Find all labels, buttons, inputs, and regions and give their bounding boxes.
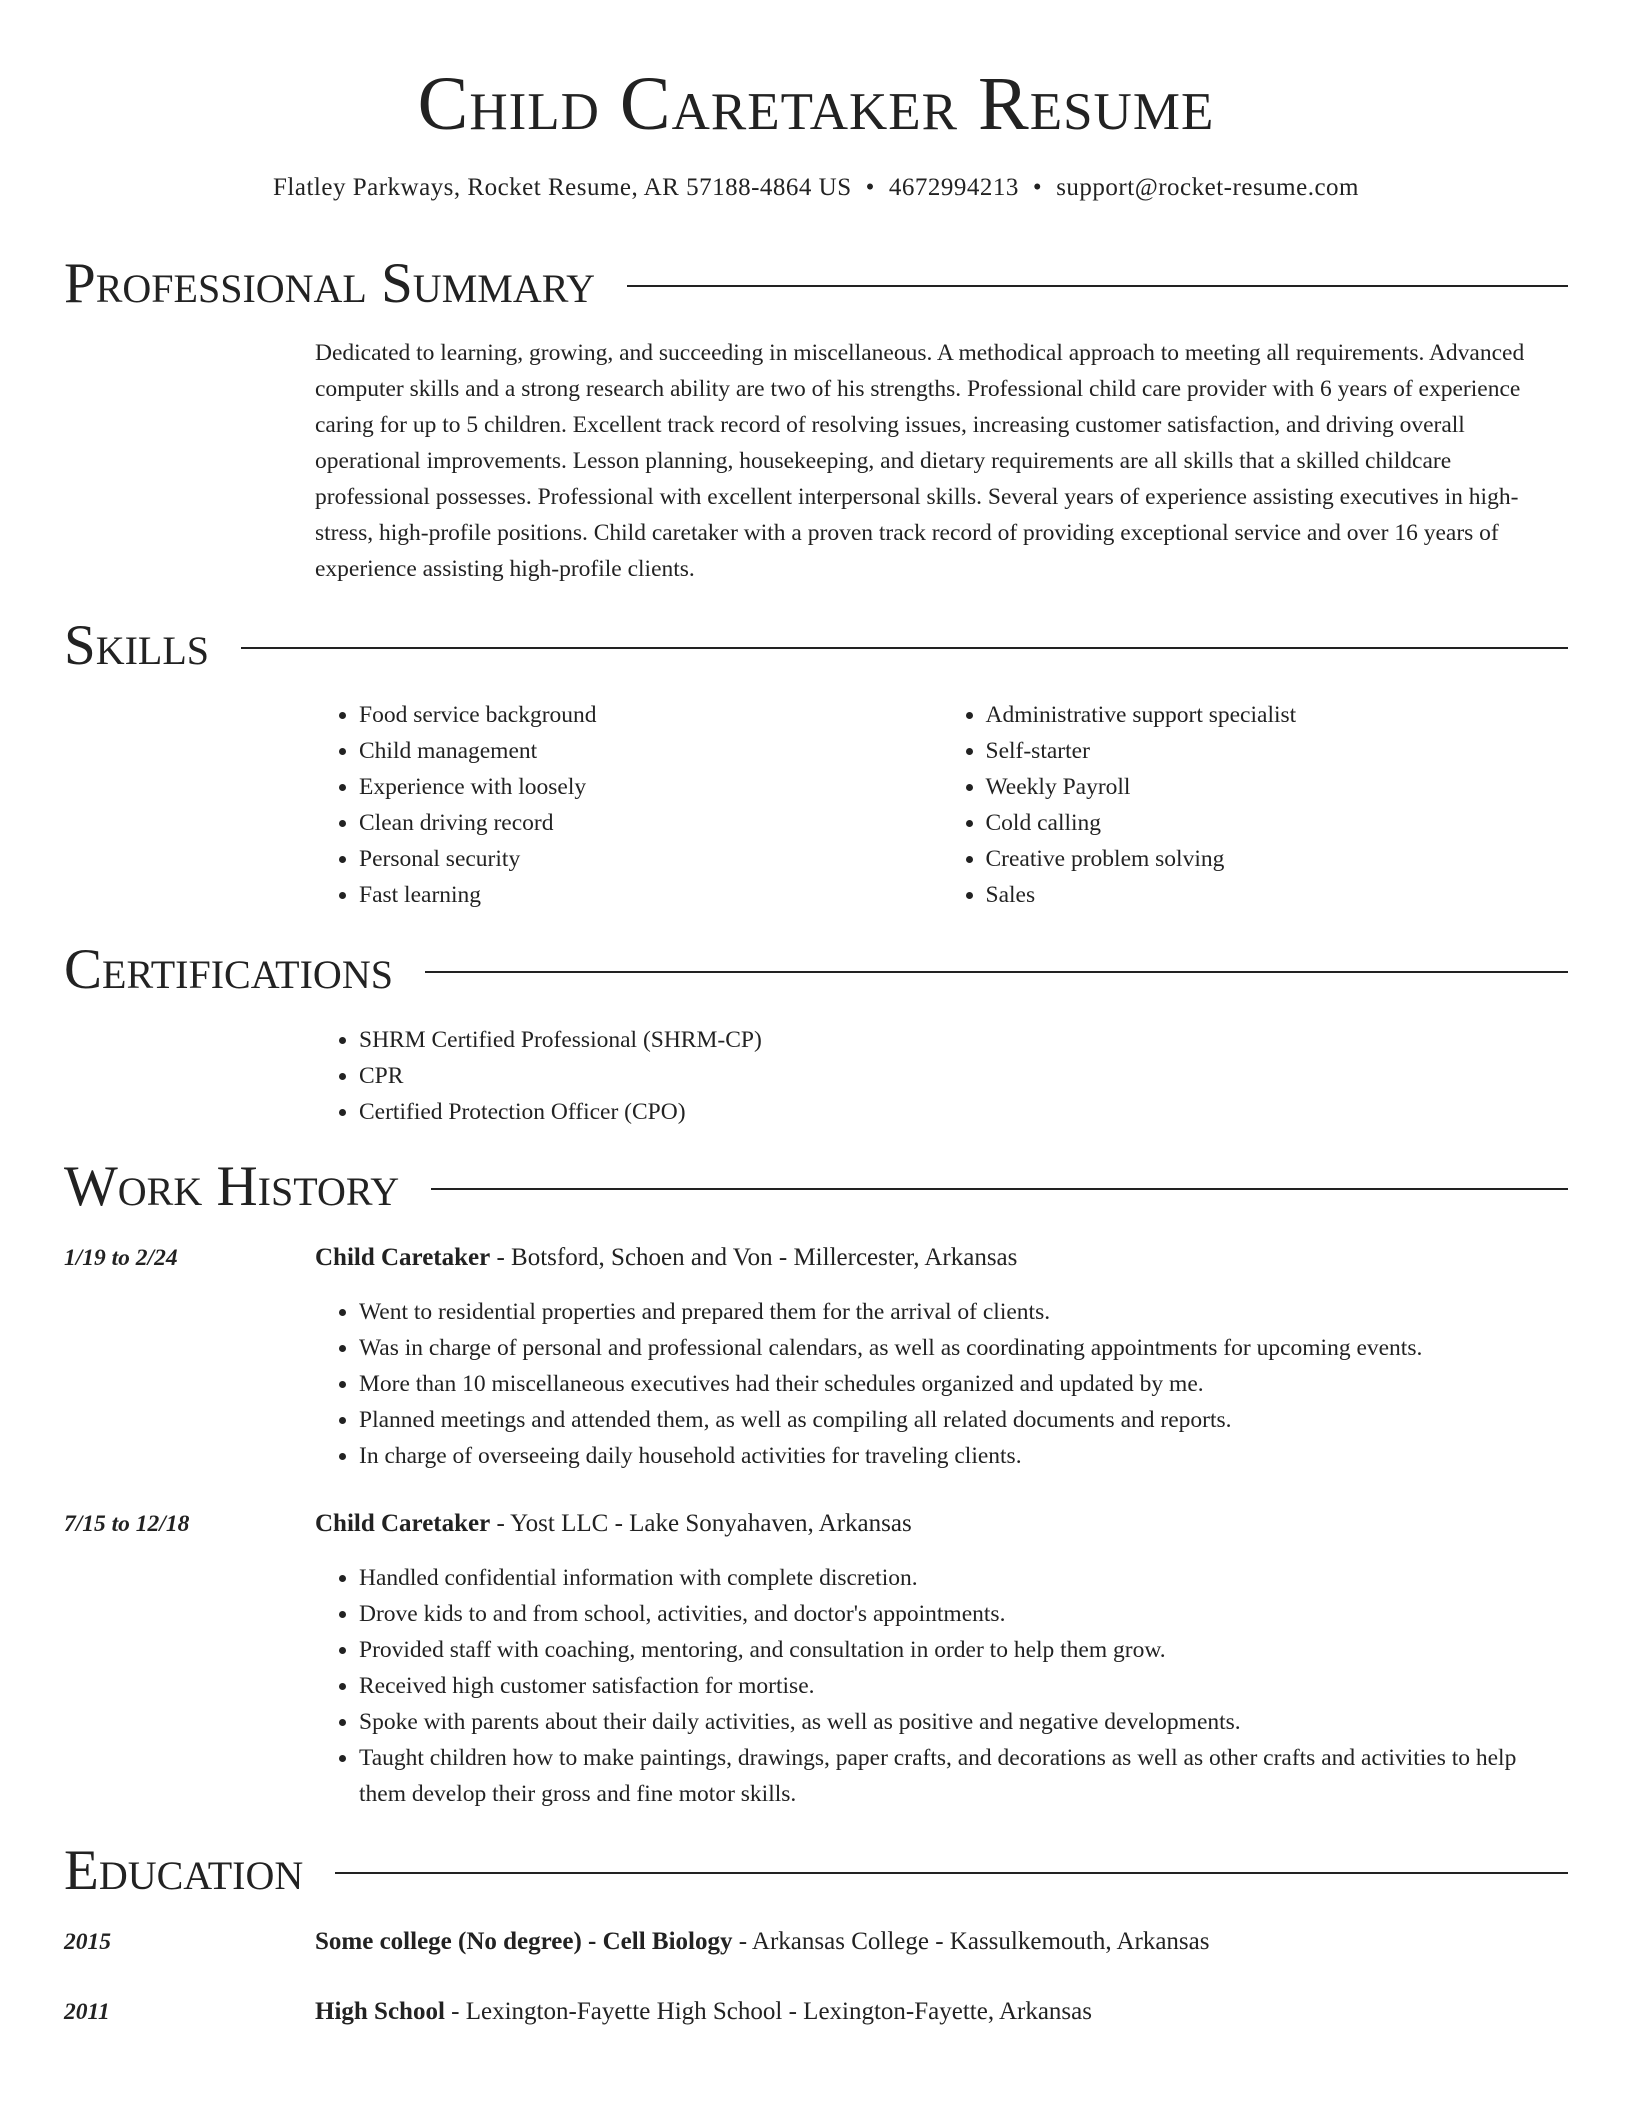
skills-grid: [315, 697, 1568, 913]
education-date: 2015: [64, 1929, 111, 1955]
work-bullet-list: [315, 1560, 1568, 1812]
list-item: • Taught children how to make paintings, drawings, paper crafts, and decorations as well as other crafts and activities to help them develop their gross and fine motor skills.: [359, 1740, 1568, 1812]
education-degree: High School: [315, 1998, 445, 2025]
list-item: • Food service background: [359, 697, 942, 733]
job-employer: - Botsford, Schoen and Von - Millercester, Arkansas: [490, 1244, 1018, 1271]
skills-list-right: [942, 697, 1569, 913]
work-entry-header: [315, 1506, 912, 1542]
list-item: • Clean driving record: [359, 805, 942, 841]
skills-heading: Skills: [64, 614, 210, 677]
section-divider: [431, 1188, 1568, 1190]
list-item: • Child management: [359, 733, 942, 769]
section-divider: [425, 971, 1568, 973]
job-title: Child Caretaker: [315, 1244, 491, 1271]
certifications-body: [315, 1022, 1568, 1130]
contact-line: [64, 172, 1568, 204]
skills-list-left: [315, 697, 942, 913]
contact-separator: •: [1032, 174, 1043, 201]
education-degree: Some college (No degree) - Cell Biology: [315, 1928, 733, 1955]
section-divider: [627, 285, 1568, 287]
summary-body: [315, 335, 1568, 587]
list-item: • Went to residential properties and prepared them for the arrival of clients.: [359, 1294, 1568, 1330]
skills-section-header: [64, 614, 1568, 678]
section-divider: [241, 647, 1568, 649]
list-item: • Experience with loosely: [359, 769, 942, 805]
contact-separator: •: [865, 174, 875, 201]
list-item: • More than 10 miscellaneous executives had their schedules organized and updated by me.: [359, 1366, 1568, 1402]
work-section-header: [64, 1155, 1568, 1219]
certifications-list: [315, 1022, 1568, 1130]
work-bullets: [315, 1294, 1568, 1474]
education-date: 2011: [64, 1999, 110, 2025]
list-item: • Fast learning: [359, 877, 942, 913]
work-date: 7/15 to 12/18: [64, 1511, 190, 1537]
summary-text: Dedicated to learning, growing, and succeeding in miscellaneous. A methodical approach to meeting all requirements. Advanced computer skills and a strong research ability are two of his strengths. Professional child care provider with 6 years of experience caring for up to 5 children. Excellent track record of resolving issues, increasing customer satisfaction, and driving overall operational improvements. Lesson planning, housekeeping, and dietary requirements are all skills that a skilled childcare professional possesses. Professional with excellent interpersonal skills. Several years of experience assisting executives in high-stress, high-profile positions. Child caretaker with a proven track record of providing exceptional service and over 16 years of experience assisting high-profile clients.: [315, 340, 1525, 582]
list-item: • Personal security: [359, 841, 942, 877]
list-item: • Provided staff with coaching, mentoring, and consultation in order to help them grow.: [359, 1632, 1568, 1668]
education-heading: Education: [64, 1839, 304, 1902]
list-item: • Was in charge of personal and professional calendars, as well as coordinating appointments for upcoming events.: [359, 1330, 1568, 1366]
list-item: • Administrative support specialist: [986, 697, 1569, 733]
list-item: • Cold calling: [986, 805, 1569, 841]
list-item: • SHRM Certified Professional (SHRM-CP): [359, 1022, 1568, 1058]
summary-section-header: [64, 252, 1568, 316]
certifications-section-header: [64, 938, 1568, 1002]
job-title: Child Caretaker: [315, 1510, 491, 1537]
skills-body: [315, 697, 1568, 913]
list-item: • Planned meetings and attended them, as well as compiling all related documents and reports.: [359, 1402, 1568, 1438]
section-divider: [335, 1872, 1568, 1874]
list-item: • Creative problem solving: [986, 841, 1569, 877]
education-section-header: [64, 1839, 1568, 1903]
contact-email: support@rocket-resume.com: [1056, 174, 1359, 201]
resume-page: [64, 0, 1568, 2025]
education-school: - Lexington-Fayette High School - Lexington-Fayette, Arkansas: [444, 1998, 1092, 2025]
list-item: • Handled confidential information with complete discretion.: [359, 1560, 1568, 1596]
work-entry-header: [315, 1240, 1017, 1276]
education-entry-header: [315, 1994, 1092, 2030]
list-item: • Drove kids to and from school, activities, and doctor's appointments.: [359, 1596, 1568, 1632]
resume-title: Child Caretaker Resume: [417, 62, 1215, 146]
job-employer: - Yost LLC - Lake Sonyahaven, Arkansas: [490, 1510, 912, 1537]
list-item: • Self-starter: [986, 733, 1569, 769]
education-school: - Arkansas College - Kassulkemouth, Arkansas: [732, 1928, 1210, 1955]
work-date: 1/19 to 2/24: [64, 1245, 178, 1271]
list-item: • Spoke with parents about their daily activities, as well as positive and negative developments.: [359, 1704, 1568, 1740]
contact-phone: 4672994213: [888, 174, 1019, 201]
list-item: • CPR: [359, 1058, 1568, 1094]
education-entry-header: [315, 1924, 1210, 1960]
summary-heading: Professional Summary: [64, 252, 596, 315]
list-item: • Sales: [986, 877, 1569, 913]
work-bullets: [315, 1560, 1568, 1812]
contact-address: Flatley Parkways, Rocket Resume, AR 57188-4864 US: [273, 174, 852, 201]
work-heading: Work History: [64, 1155, 400, 1218]
list-item: • In charge of overseeing daily household activities for traveling clients.: [359, 1438, 1568, 1474]
list-item: • Certified Protection Officer (CPO): [359, 1094, 1568, 1130]
certifications-heading: Certifications: [64, 938, 393, 1001]
work-bullet-list: [315, 1294, 1568, 1474]
list-item: • Received high customer satisfaction for mortise.: [359, 1668, 1568, 1704]
list-item: • Weekly Payroll: [986, 769, 1569, 805]
